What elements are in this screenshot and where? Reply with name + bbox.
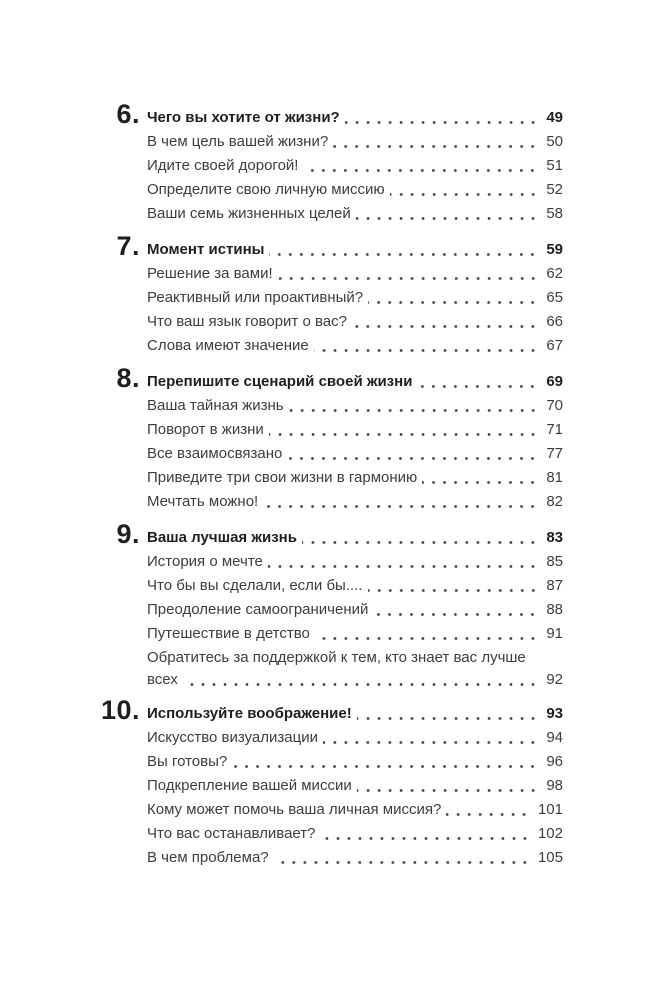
entry-title: Ваши семь жизненных целей (147, 205, 351, 222)
entry-title: Все взаимосвязано (147, 445, 283, 462)
dot-leader (352, 310, 540, 334)
entry-page-number: 105 (537, 849, 563, 866)
chapter-number: 9. (116, 519, 140, 549)
dot-leader (345, 106, 541, 130)
toc-entry-row (147, 574, 563, 598)
dot-leader (278, 262, 541, 286)
entry-page-number: 94 (546, 729, 563, 746)
dot-leader (268, 550, 540, 574)
dot-leader (368, 286, 540, 310)
entry-page-number: 82 (546, 493, 563, 510)
entry-title: Что вас останавливает? (147, 825, 316, 842)
toc-entry-row (147, 394, 563, 418)
chapter-page-number: 83 (546, 529, 563, 546)
toc-entry-row (147, 286, 563, 310)
toc-entry-row (147, 726, 563, 750)
dot-leader (373, 598, 540, 622)
entry-title: Определите свою личную миссию (147, 181, 385, 198)
toc-entry-row (147, 130, 563, 154)
entry-page-number: 91 (546, 625, 563, 642)
entry-page-number: 51 (546, 157, 563, 174)
toc-chapter (116, 99, 563, 226)
entry-title: Вы готовы? (147, 753, 228, 770)
chapter-title-row (100, 695, 563, 726)
entry-title: Решение за вами! (147, 265, 273, 282)
dot-leader (333, 130, 540, 154)
toc-entry-row (147, 822, 563, 846)
entry-page-number: 88 (546, 601, 563, 618)
toc-entry-row (147, 310, 563, 334)
toc-entry-row (147, 202, 563, 226)
entry-title: Искусство визуализации (147, 729, 318, 746)
chapter-title-row (116, 231, 563, 262)
entry-title: Идите своей дорогой! (147, 157, 299, 174)
dot-leader (417, 370, 540, 394)
entry-title-line1: Обратитесь за поддержкой к тем, кто знает вас лучше (147, 649, 526, 666)
dot-leader (289, 394, 541, 418)
chapter-title: Чего вы хотите от жизни? (147, 109, 340, 126)
chapter-title-row (116, 519, 563, 550)
toc-entry-row (147, 262, 563, 286)
toc-entry-row-wrap-first-line (147, 646, 563, 670)
entry-page-number: 98 (546, 777, 563, 794)
toc-entry-row (147, 490, 563, 514)
toc-entry-row (147, 442, 563, 466)
chapter-entries (147, 130, 563, 226)
toc-entry-row (147, 774, 563, 798)
toc-chapter (116, 231, 563, 358)
dot-leader (232, 750, 540, 774)
entry-page-number: 58 (546, 205, 563, 222)
entry-title: Что бы вы сделали, если бы.... (147, 577, 363, 594)
chapter-page-number: 69 (546, 373, 563, 390)
toc-chapter (100, 695, 563, 870)
dot-leader (263, 490, 540, 514)
entry-title: Путешествие в детство (147, 625, 310, 642)
entry-title: Приведите три свои жизни в гармонию (147, 469, 418, 486)
entry-title: Слова имеют значение (147, 337, 309, 354)
dot-leader (314, 334, 541, 358)
dot-leader (302, 526, 540, 550)
dot-leader (269, 418, 541, 442)
entry-page-number: 81 (546, 469, 563, 486)
entry-title: Кому может помочь ваша личная миссия? (147, 801, 442, 818)
entry-page-number: 71 (546, 421, 563, 438)
chapter-title: Момент истины (147, 241, 265, 258)
toc-chapter (116, 363, 563, 514)
toc-entry-row (147, 750, 563, 774)
entry-title: Мечтать можно! (147, 493, 259, 510)
chapter-title: Ваша лучшая жизнь (147, 529, 297, 546)
entry-page-number: 96 (546, 753, 563, 770)
dot-leader (368, 574, 541, 598)
toc-entry-row (147, 598, 563, 622)
entry-title: Преодоление самоограничений (147, 601, 369, 618)
dot-leader (356, 202, 541, 226)
chapter-title: Используйте воображение! (147, 705, 352, 722)
dot-leader (390, 178, 541, 202)
chapter-entries (147, 550, 563, 690)
chapter-number: 10. (100, 695, 140, 725)
toc-entry-row (147, 418, 563, 442)
dot-leader (183, 670, 540, 690)
entry-title: Что ваш язык говорит о вас? (147, 313, 347, 330)
dot-leader (274, 846, 532, 870)
toc-chapter (116, 519, 563, 690)
dot-leader (303, 154, 540, 178)
entry-page-number: 65 (546, 289, 563, 306)
entry-page-number: 70 (546, 397, 563, 414)
toc-entry-row (147, 622, 563, 646)
dot-leader (357, 702, 541, 726)
dot-leader (269, 238, 540, 262)
chapter-title-row (116, 363, 563, 394)
dot-leader (422, 466, 540, 490)
chapter-entries (147, 262, 563, 358)
entry-page-number: 50 (546, 133, 563, 150)
entry-page-number: 62 (546, 265, 563, 282)
dot-leader (287, 442, 540, 466)
entry-page-number: 77 (546, 445, 563, 462)
toc-entry-row (147, 466, 563, 490)
chapter-page-number: 93 (546, 705, 563, 722)
entry-page-number: 87 (546, 577, 563, 594)
toc-entry-row (147, 846, 563, 870)
chapter-title-row (116, 99, 563, 130)
chapter-page-number: 49 (546, 109, 563, 126)
toc-entry-row (147, 334, 563, 358)
entry-title: Подкрепление вашей миссии (147, 777, 352, 794)
entry-title: В чем проблема? (147, 849, 269, 866)
entry-page-number: 85 (546, 553, 563, 570)
entry-title: Поворот в жизни (147, 421, 264, 438)
chapter-number: 8. (116, 363, 140, 393)
entry-page-number: 101 (537, 801, 563, 818)
toc-entry-row (147, 798, 563, 822)
chapter-title: Перепишите сценарий своей жизни (147, 373, 413, 390)
dot-leader (321, 822, 532, 846)
chapter-number: 6. (116, 99, 140, 129)
entry-title: История о мечте (147, 553, 263, 570)
entry-page-number: 67 (546, 337, 563, 354)
chapter-page-number: 59 (546, 241, 563, 258)
entry-page-number: 102 (537, 825, 563, 842)
dot-leader (357, 774, 541, 798)
entry-title: В чем цель вашей жизни? (147, 133, 329, 150)
entry-title: Реактивный или проактивный? (147, 289, 364, 306)
toc-entry-row (147, 550, 563, 574)
entry-title: Ваша тайная жизнь (147, 397, 284, 414)
entry-title: всех (147, 671, 178, 688)
dot-leader (323, 726, 540, 750)
chapter-entries (147, 394, 563, 514)
chapter-entries (147, 726, 563, 870)
dot-leader (315, 622, 540, 646)
entry-page-number: 92 (546, 671, 563, 688)
toc-entry-row (147, 178, 563, 202)
entry-page-number: 52 (546, 181, 563, 198)
entry-page-number: 66 (546, 313, 563, 330)
dot-leader (446, 798, 532, 822)
toc-entry-row (147, 670, 563, 690)
chapter-number: 7. (116, 231, 140, 261)
toc-entry-row (147, 154, 563, 178)
